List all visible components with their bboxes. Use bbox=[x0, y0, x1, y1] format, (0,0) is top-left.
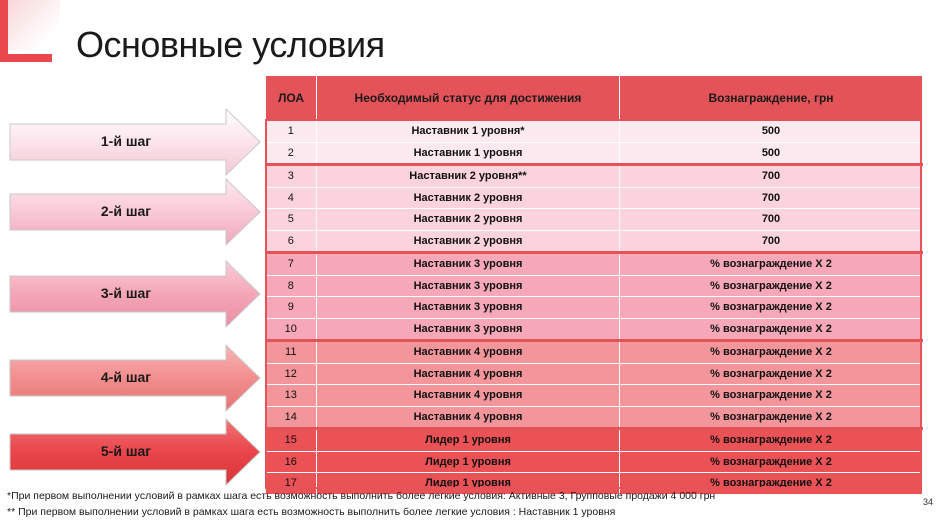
cell-loa: 11 bbox=[266, 341, 317, 364]
cell-loa: 9 bbox=[266, 297, 317, 319]
header-loa: ЛОА bbox=[266, 76, 317, 121]
cell-reward: 500 bbox=[620, 142, 923, 165]
table-row bbox=[266, 253, 923, 276]
cell-loa: 8 bbox=[266, 275, 317, 297]
step-label: 1-й шаг bbox=[100, 133, 152, 149]
table-row bbox=[266, 275, 923, 297]
table-row bbox=[266, 121, 923, 143]
cell-reward: % вознаграждение Х 2 bbox=[620, 341, 923, 364]
table-row bbox=[266, 341, 923, 364]
cell-loa: 7 bbox=[266, 253, 317, 276]
cell-reward: % вознаграждение Х 2 bbox=[620, 385, 923, 407]
step-label: 4-й шаг bbox=[100, 369, 152, 385]
cell-reward: 700 bbox=[620, 209, 923, 231]
cell-reward: % вознаграждение Х 2 bbox=[620, 253, 923, 276]
cell-status: Лидер 1 уровня bbox=[317, 429, 620, 452]
cell-reward: % вознаграждение Х 2 bbox=[620, 473, 923, 495]
table-row bbox=[266, 318, 923, 341]
slide-title: Основные условия bbox=[76, 24, 385, 65]
footnote-1: *При первом выполнении условий в рамках шага есть возможность выполнить более легкие условия: Активные 3, Групповые продажи 4 000 грн bbox=[7, 490, 716, 502]
table-row bbox=[266, 451, 923, 473]
cell-status: Лидер 1 уровня bbox=[317, 473, 620, 495]
cell-loa: 2 bbox=[266, 142, 317, 165]
cell-loa: 4 bbox=[266, 187, 317, 209]
cell-loa: 6 bbox=[266, 230, 317, 253]
cell-status: Наставник 1 уровня* bbox=[317, 121, 620, 143]
corner-accent-vertical bbox=[0, 0, 8, 62]
cell-status: Наставник 2 уровня bbox=[317, 187, 620, 209]
cell-status: Наставник 4 уровня bbox=[317, 363, 620, 385]
table-row bbox=[266, 385, 923, 407]
cell-reward: 700 bbox=[620, 230, 923, 253]
cell-status: Наставник 4 уровня bbox=[317, 385, 620, 407]
cell-status: Наставник 2 уровня bbox=[317, 230, 620, 253]
cell-status: Наставник 2 уровня bbox=[317, 209, 620, 231]
table-row bbox=[266, 363, 923, 385]
table-row bbox=[266, 209, 923, 231]
step-label: 3-й шаг bbox=[100, 285, 152, 301]
cell-status: Наставник 4 уровня bbox=[317, 341, 620, 364]
cell-status: Наставник 2 уровня** bbox=[317, 165, 620, 188]
cell-status: Наставник 1 уровня bbox=[317, 142, 620, 165]
table-header-row bbox=[266, 76, 923, 121]
table-row bbox=[266, 142, 923, 165]
table-row bbox=[266, 187, 923, 209]
table-row bbox=[266, 165, 923, 188]
cell-reward: % вознаграждение Х 2 bbox=[620, 318, 923, 341]
table-row bbox=[266, 429, 923, 452]
cell-status: Наставник 4 уровня bbox=[317, 406, 620, 429]
cell-loa: 1 bbox=[266, 121, 317, 143]
cell-reward: % вознаграждение Х 2 bbox=[620, 406, 923, 429]
cell-loa: 15 bbox=[266, 429, 317, 452]
cell-status: Лидер 1 уровня bbox=[317, 451, 620, 473]
step-label: 2-й шаг bbox=[100, 203, 152, 219]
cell-loa: 3 bbox=[266, 165, 317, 188]
cell-reward: % вознаграждение Х 2 bbox=[620, 429, 923, 452]
cell-loa: 14 bbox=[266, 406, 317, 429]
corner-decoration bbox=[0, 0, 60, 50]
cell-loa: 13 bbox=[266, 385, 317, 407]
cell-status: Наставник 3 уровня bbox=[317, 253, 620, 276]
cell-reward: % вознаграждение Х 2 bbox=[620, 275, 923, 297]
cell-loa: 16 bbox=[266, 451, 317, 473]
table-row bbox=[266, 297, 923, 319]
cell-loa: 17 bbox=[266, 473, 317, 495]
table-row bbox=[266, 230, 923, 253]
cell-reward: % вознаграждение Х 2 bbox=[620, 451, 923, 473]
cell-status: Наставник 3 уровня bbox=[317, 318, 620, 341]
table-row bbox=[266, 406, 923, 429]
header-reward: Вознаграждение, грн bbox=[620, 76, 923, 121]
cell-reward: % вознаграждение Х 2 bbox=[620, 297, 923, 319]
cell-reward: 700 bbox=[620, 187, 923, 209]
page-number: 34 bbox=[922, 497, 933, 507]
cell-loa: 12 bbox=[266, 363, 317, 385]
cell-loa: 5 bbox=[266, 209, 317, 231]
cell-reward: % вознаграждение Х 2 bbox=[620, 363, 923, 385]
cell-loa: 10 bbox=[266, 318, 317, 341]
cell-status: Наставник 3 уровня bbox=[317, 297, 620, 319]
footnote-2: ** При первом выполнении условий в рамках шага есть возможность выполнить более легкие условия : Наставник 1 уровня bbox=[7, 506, 616, 518]
cell-reward: 700 bbox=[620, 165, 923, 188]
cell-reward: 500 bbox=[620, 121, 923, 143]
conditions-table bbox=[265, 75, 923, 495]
step-label: 5-й шаг bbox=[100, 443, 152, 459]
corner-accent-horizontal bbox=[0, 54, 52, 62]
table-body bbox=[266, 121, 923, 495]
cell-status: Наставник 3 уровня bbox=[317, 275, 620, 297]
header-status: Необходимый статус для достижения bbox=[317, 76, 620, 121]
